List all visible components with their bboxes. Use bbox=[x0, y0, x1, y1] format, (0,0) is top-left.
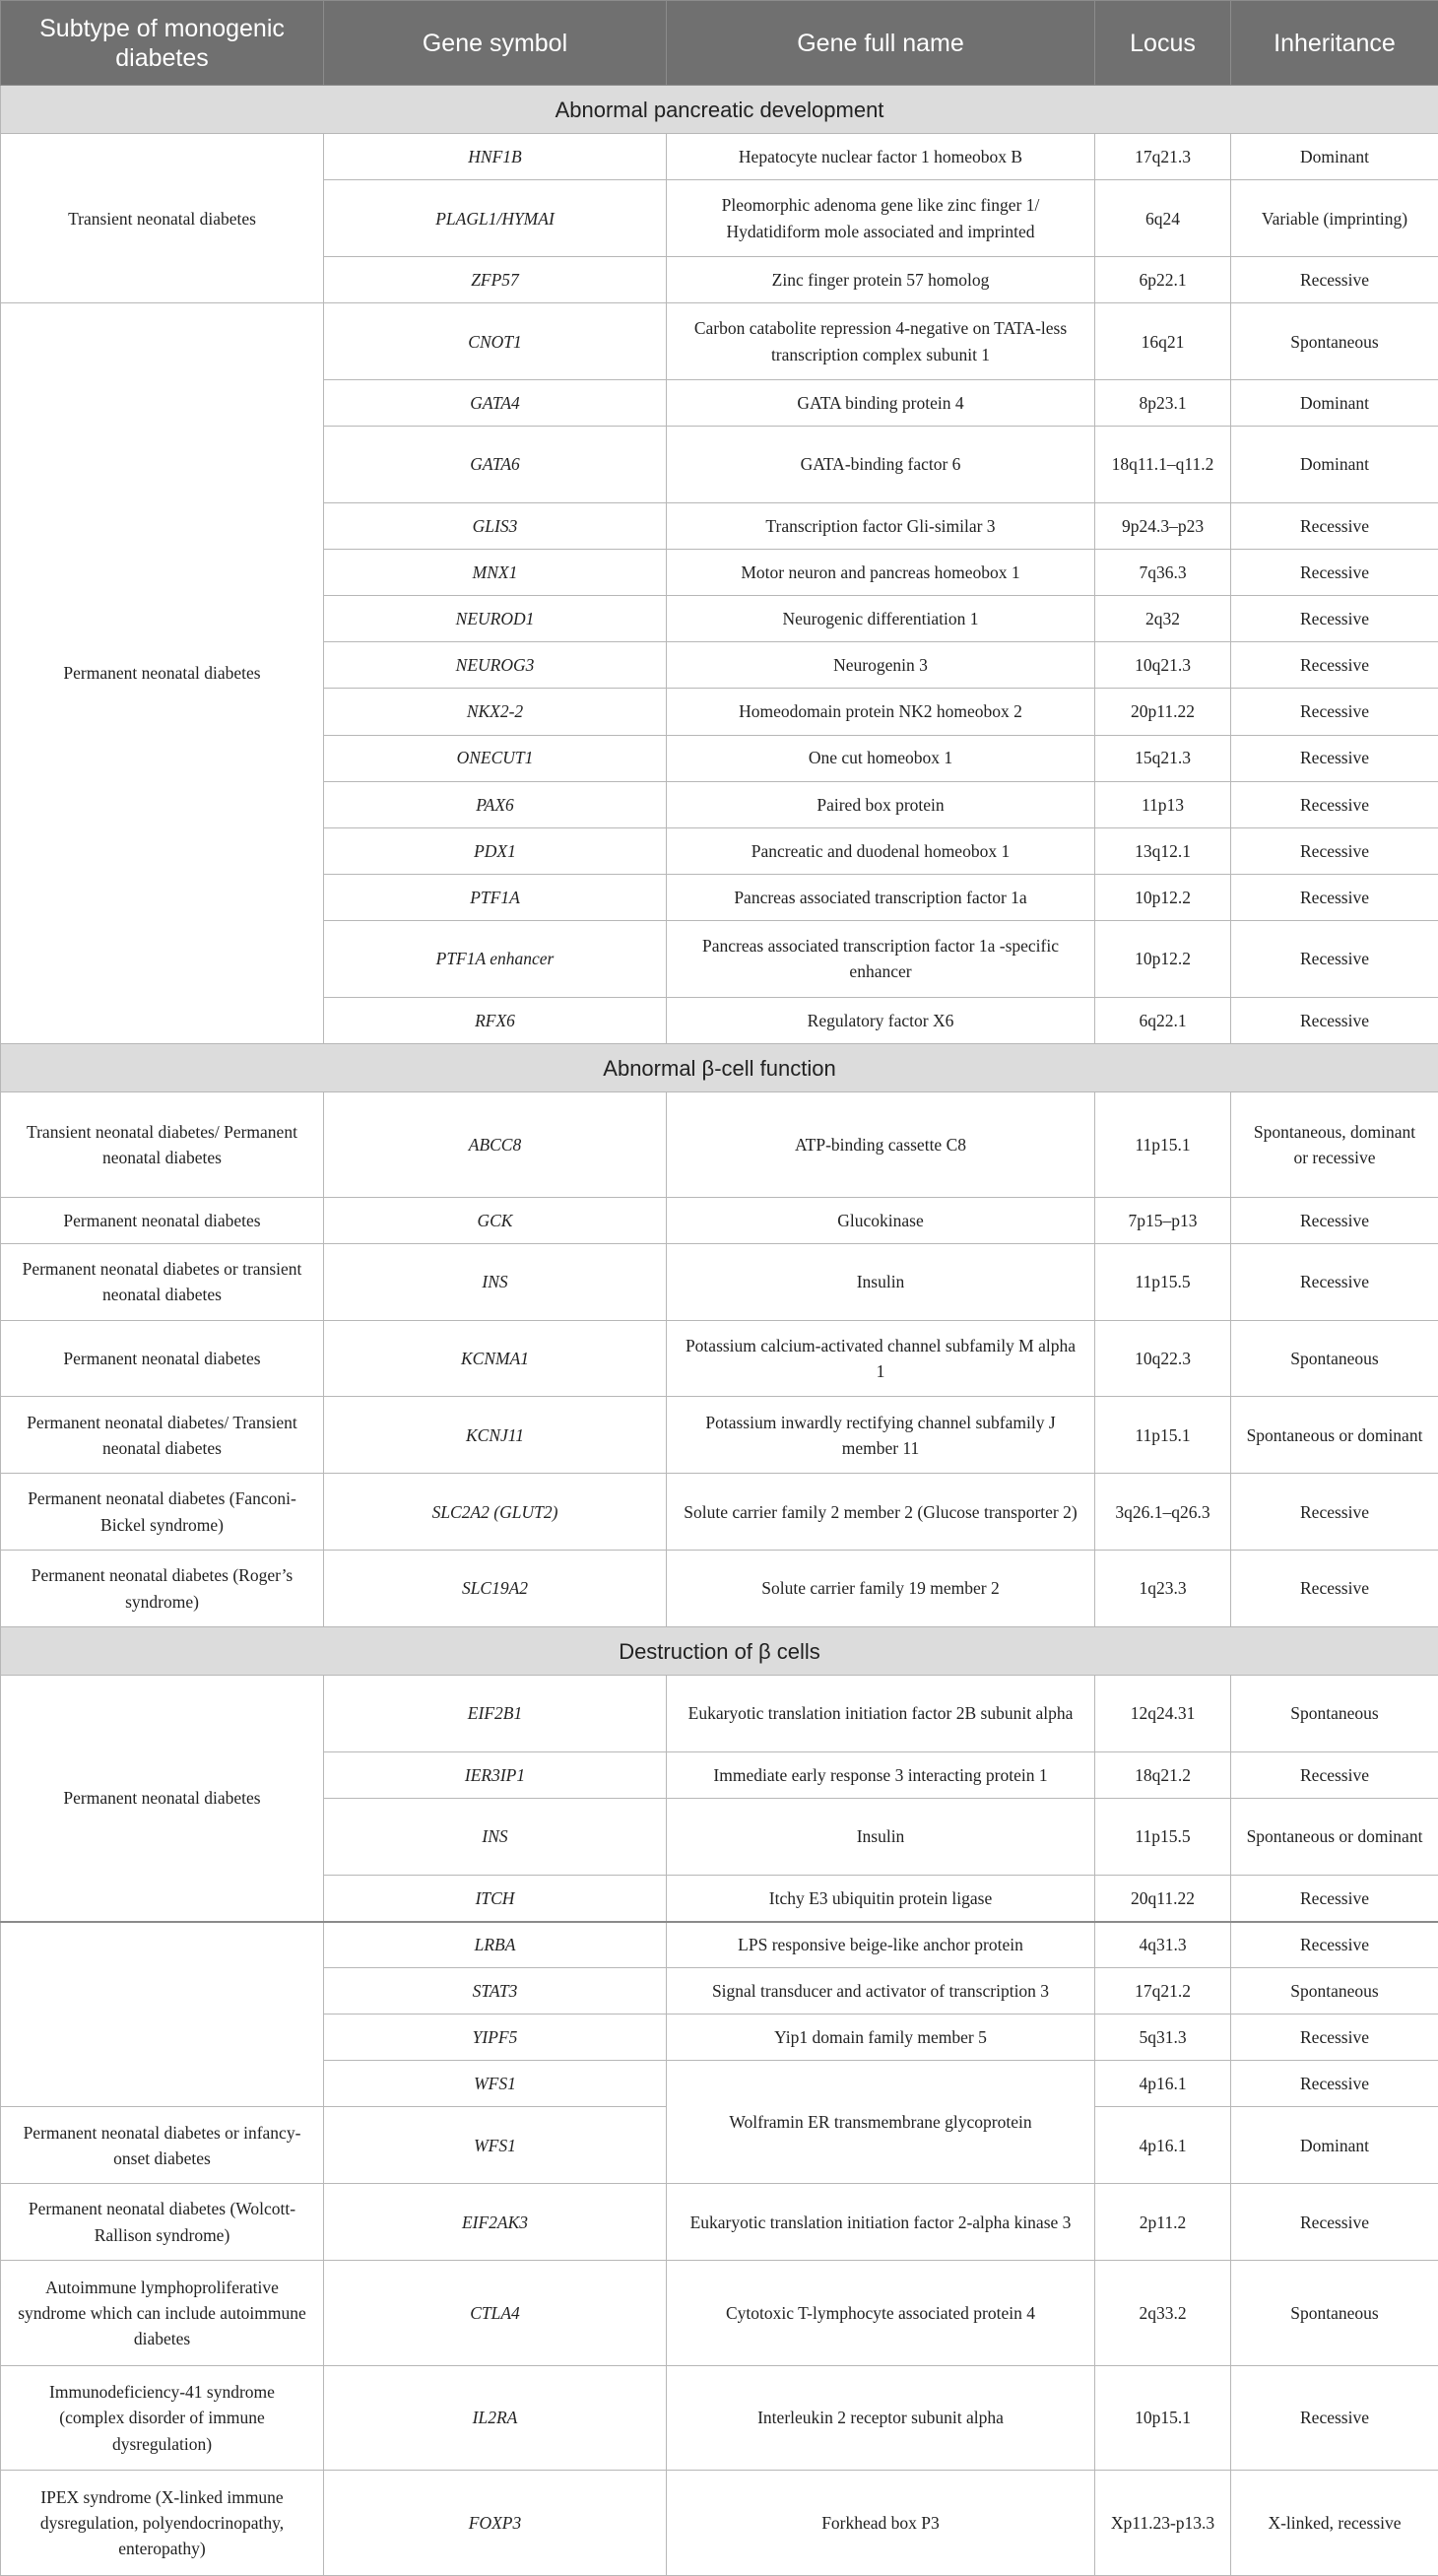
inheritance-cell: Spontaneous or dominant bbox=[1231, 1397, 1438, 1474]
subtype-cell: IPEX syndrome (X-linked immune dysregulation, polyendocrinopathy, enteropathy) bbox=[1, 2471, 324, 2576]
table-row bbox=[1, 1092, 1438, 1198]
inheritance-cell: Recessive bbox=[1231, 1551, 1438, 1627]
subtype-cell: Transient neonatal diabetes/ Permanent neonatal diabetes bbox=[1, 1092, 324, 1198]
locus-cell: 20q11.22 bbox=[1095, 1875, 1231, 1921]
locus-cell: Xp11.23-p13.3 bbox=[1095, 2471, 1231, 2576]
header-row bbox=[1, 1, 1438, 86]
inheritance-cell: Spontaneous or dominant bbox=[1231, 1799, 1438, 1876]
table-row bbox=[1, 2471, 1438, 2576]
table-row bbox=[1, 1320, 1438, 1397]
locus-cell: 11p15.1 bbox=[1095, 1397, 1231, 1474]
gene-name-cell: Homeodomain protein NK2 homeobox 2 bbox=[667, 689, 1095, 735]
gene-symbol-cell: GATA6 bbox=[324, 427, 667, 503]
gene-symbol-cell: ONECUT1 bbox=[324, 735, 667, 781]
locus-cell: 6q24 bbox=[1095, 180, 1231, 257]
table-row bbox=[1, 2261, 1438, 2366]
gene-name-cell: Pancreas associated transcription factor 1a -specific enhancer bbox=[667, 921, 1095, 998]
table-row bbox=[1, 303, 1438, 380]
inheritance-cell: Variable (imprinting) bbox=[1231, 180, 1438, 257]
gene-symbol-cell: KCNJ11 bbox=[324, 1397, 667, 1474]
table-row bbox=[1, 1474, 1438, 1551]
gene-symbol-cell: STAT3 bbox=[324, 1968, 667, 2015]
locus-cell: 16q21 bbox=[1095, 303, 1231, 380]
gene-symbol-cell: RFX6 bbox=[324, 997, 667, 1043]
gene-name-cell: Yip1 domain family member 5 bbox=[667, 2015, 1095, 2061]
gene-name-cell: Neurogenic differentiation 1 bbox=[667, 596, 1095, 642]
header-subtype: Subtype of monogenic diabetes bbox=[1, 1, 324, 86]
subtype-cell: Permanent neonatal diabetes (Wolcott-Rallison syndrome) bbox=[1, 2184, 324, 2261]
gene-name-cell: Pancreatic and duodenal homeobox 1 bbox=[667, 827, 1095, 874]
subtype-cell: Permanent neonatal diabetes or transient neonatal diabetes bbox=[1, 1243, 324, 1320]
gene-symbol-cell: KCNMA1 bbox=[324, 1320, 667, 1397]
gene-symbol-cell: INS bbox=[324, 1799, 667, 1876]
inheritance-cell: Recessive bbox=[1231, 1474, 1438, 1551]
gene-name-cell: Eukaryotic translation initiation factor 2B subunit alpha bbox=[667, 1676, 1095, 1752]
inheritance-cell: Recessive bbox=[1231, 827, 1438, 874]
inheritance-cell: Recessive bbox=[1231, 503, 1438, 550]
gene-symbol-cell: INS bbox=[324, 1243, 667, 1320]
locus-cell: 4p16.1 bbox=[1095, 2107, 1231, 2184]
gene-name-cell: Hepatocyte nuclear factor 1 homeobox B bbox=[667, 134, 1095, 180]
table-row bbox=[1, 1551, 1438, 1627]
gene-symbol-cell: SLC2A2 (GLUT2) bbox=[324, 1474, 667, 1551]
gene-name-cell: Interleukin 2 receptor subunit alpha bbox=[667, 2365, 1095, 2471]
gene-symbol-cell: CTLA4 bbox=[324, 2261, 667, 2366]
locus-cell: 15q21.3 bbox=[1095, 735, 1231, 781]
gene-symbol-cell: IL2RA bbox=[324, 2365, 667, 2471]
inheritance-cell: Dominant bbox=[1231, 380, 1438, 427]
gene-symbol-cell: GATA4 bbox=[324, 380, 667, 427]
locus-cell: 10q22.3 bbox=[1095, 1320, 1231, 1397]
table-row bbox=[1, 1397, 1438, 1474]
subtype-cell: Permanent neonatal diabetes or infancy-onset diabetes bbox=[1, 2107, 324, 2184]
gene-name-cell: Wolframin ER transmembrane glycoprotein bbox=[667, 2061, 1095, 2184]
locus-cell: 11p15.5 bbox=[1095, 1243, 1231, 1320]
subtype-cell: Permanent neonatal diabetes bbox=[1, 1320, 324, 1397]
locus-cell: 17q21.3 bbox=[1095, 134, 1231, 180]
locus-cell: 9p24.3–p23 bbox=[1095, 503, 1231, 550]
gene-symbol-cell: PTF1A enhancer bbox=[324, 921, 667, 998]
section-title: Abnormal β-cell function bbox=[1, 1043, 1438, 1091]
gene-name-cell: Itchy E3 ubiquitin protein ligase bbox=[667, 1875, 1095, 1921]
locus-cell: 4q31.3 bbox=[1095, 1922, 1231, 1968]
gene-name-cell: Pleomorphic adenoma gene like zinc finger 1/ Hydatidiform mole associated and imprinted bbox=[667, 180, 1095, 257]
gene-name-cell: Insulin bbox=[667, 1243, 1095, 1320]
gene-name-cell: Potassium inwardly rectifying channel subfamily J member 11 bbox=[667, 1397, 1095, 1474]
gene-name-cell: Solute carrier family 19 member 2 bbox=[667, 1551, 1095, 1627]
inheritance-cell: Recessive bbox=[1231, 257, 1438, 303]
gene-symbol-cell: PLAGL1/HYMAI bbox=[324, 180, 667, 257]
subtype-cell: Permanent neonatal diabetes (Roger’s syndrome) bbox=[1, 1551, 324, 1627]
inheritance-cell: Spontaneous bbox=[1231, 2261, 1438, 2366]
gene-symbol-cell: PAX6 bbox=[324, 781, 667, 827]
locus-cell: 4p16.1 bbox=[1095, 2061, 1231, 2107]
inheritance-cell: Recessive bbox=[1231, 997, 1438, 1043]
locus-cell: 6q22.1 bbox=[1095, 997, 1231, 1043]
table-row bbox=[1, 1243, 1438, 1320]
table-row bbox=[1, 2365, 1438, 2471]
subtype-cell: Permanent neonatal diabetes bbox=[1, 1197, 324, 1243]
subtype-cell: Immunodeficiency-41 syndrome (complex disorder of immune dysregulation) bbox=[1, 2365, 324, 2471]
gene-name-cell: GATA binding protein 4 bbox=[667, 380, 1095, 427]
gene-symbol-cell: IER3IP1 bbox=[324, 1751, 667, 1798]
gene-symbol-cell: MNX1 bbox=[324, 550, 667, 596]
table-row bbox=[1, 1922, 1438, 1968]
locus-cell: 11p15.5 bbox=[1095, 1799, 1231, 1876]
gene-name-cell: Forkhead box P3 bbox=[667, 2471, 1095, 2576]
gene-name-cell: Insulin bbox=[667, 1799, 1095, 1876]
inheritance-cell: Spontaneous bbox=[1231, 1676, 1438, 1752]
gene-symbol-cell: ABCC8 bbox=[324, 1092, 667, 1198]
locus-cell: 5q31.3 bbox=[1095, 2015, 1231, 2061]
gene-name-cell: Paired box protein bbox=[667, 781, 1095, 827]
table-row bbox=[1, 134, 1438, 180]
gene-symbol-cell: PTF1A bbox=[324, 874, 667, 920]
gene-symbol-cell: ITCH bbox=[324, 1875, 667, 1921]
inheritance-cell: Recessive bbox=[1231, 642, 1438, 689]
inheritance-cell: Recessive bbox=[1231, 2061, 1438, 2107]
locus-cell: 17q21.2 bbox=[1095, 1968, 1231, 2015]
gene-name-cell: Carbon catabolite repression 4-negative on TATA-less transcription complex subunit 1 bbox=[667, 303, 1095, 380]
gene-symbol-cell: FOXP3 bbox=[324, 2471, 667, 2576]
header-inheritance: Inheritance bbox=[1231, 1, 1438, 86]
inheritance-cell: Recessive bbox=[1231, 921, 1438, 998]
gene-name-cell: Regulatory factor X6 bbox=[667, 997, 1095, 1043]
inheritance-cell: Recessive bbox=[1231, 2015, 1438, 2061]
gene-symbol-cell: EIF2AK3 bbox=[324, 2184, 667, 2261]
section-row bbox=[1, 1626, 1438, 1675]
subtype-cell bbox=[1, 1922, 324, 2107]
gene-name-cell: Pancreas associated transcription factor 1a bbox=[667, 874, 1095, 920]
inheritance-cell: X-linked, recessive bbox=[1231, 2471, 1438, 2576]
locus-cell: 13q12.1 bbox=[1095, 827, 1231, 874]
gene-symbol-cell: GCK bbox=[324, 1197, 667, 1243]
gene-name-cell: Signal transducer and activator of transcription 3 bbox=[667, 1968, 1095, 2015]
gene-symbol-cell: NEUROG3 bbox=[324, 642, 667, 689]
gene-symbol-cell: EIF2B1 bbox=[324, 1676, 667, 1752]
table-row bbox=[1, 1676, 1438, 1752]
locus-cell: 7q36.3 bbox=[1095, 550, 1231, 596]
locus-cell: 2p11.2 bbox=[1095, 2184, 1231, 2261]
gene-name-cell: Cytotoxic T-lymphocyte associated protein 4 bbox=[667, 2261, 1095, 2366]
header-gene-symbol: Gene symbol bbox=[324, 1, 667, 86]
gene-name-cell: Zinc finger protein 57 homolog bbox=[667, 257, 1095, 303]
subtype-cell: Permanent neonatal diabetes/ Transient neonatal diabetes bbox=[1, 1397, 324, 1474]
subtype-cell: Permanent neonatal diabetes (Fanconi-Bickel syndrome) bbox=[1, 1474, 324, 1551]
inheritance-cell: Recessive bbox=[1231, 1751, 1438, 1798]
locus-cell: 2q32 bbox=[1095, 596, 1231, 642]
inheritance-cell: Recessive bbox=[1231, 781, 1438, 827]
gene-name-cell: GATA-binding factor 6 bbox=[667, 427, 1095, 503]
gene-symbol-cell: GLIS3 bbox=[324, 503, 667, 550]
locus-cell: 1q23.3 bbox=[1095, 1551, 1231, 1627]
gene-symbol-cell: ZFP57 bbox=[324, 257, 667, 303]
gene-symbol-cell: HNF1B bbox=[324, 134, 667, 180]
locus-cell: 11p13 bbox=[1095, 781, 1231, 827]
inheritance-cell: Dominant bbox=[1231, 2107, 1438, 2184]
locus-cell: 7p15–p13 bbox=[1095, 1197, 1231, 1243]
inheritance-cell: Recessive bbox=[1231, 1922, 1438, 1968]
subtype-cell: Permanent neonatal diabetes bbox=[1, 1676, 324, 1922]
gene-name-cell: Immediate early response 3 interacting protein 1 bbox=[667, 1751, 1095, 1798]
inheritance-cell: Dominant bbox=[1231, 134, 1438, 180]
inheritance-cell: Spontaneous, dominant or recessive bbox=[1231, 1092, 1438, 1198]
inheritance-cell: Spontaneous bbox=[1231, 303, 1438, 380]
inheritance-cell: Spontaneous bbox=[1231, 1320, 1438, 1397]
inheritance-cell: Dominant bbox=[1231, 427, 1438, 503]
gene-symbol-cell: SLC19A2 bbox=[324, 1551, 667, 1627]
inheritance-cell: Recessive bbox=[1231, 874, 1438, 920]
locus-cell: 10q21.3 bbox=[1095, 642, 1231, 689]
inheritance-cell: Spontaneous bbox=[1231, 1968, 1438, 2015]
gene-name-cell: Glucokinase bbox=[667, 1197, 1095, 1243]
gene-name-cell: Neurogenin 3 bbox=[667, 642, 1095, 689]
subtype-cell: Permanent neonatal diabetes bbox=[1, 303, 324, 1044]
gene-symbol-cell: CNOT1 bbox=[324, 303, 667, 380]
gene-symbol-cell: WFS1 bbox=[324, 2107, 667, 2184]
gene-name-cell: One cut homeobox 1 bbox=[667, 735, 1095, 781]
gene-symbol-cell: NEUROD1 bbox=[324, 596, 667, 642]
gene-symbol-cell: YIPF5 bbox=[324, 2015, 667, 2061]
inheritance-cell: Recessive bbox=[1231, 596, 1438, 642]
locus-cell: 8p23.1 bbox=[1095, 380, 1231, 427]
locus-cell: 10p12.2 bbox=[1095, 874, 1231, 920]
section-title: Destruction of β cells bbox=[1, 1626, 1438, 1675]
inheritance-cell: Recessive bbox=[1231, 1197, 1438, 1243]
locus-cell: 12q24.31 bbox=[1095, 1676, 1231, 1752]
table-row bbox=[1, 1197, 1438, 1243]
inheritance-cell: Recessive bbox=[1231, 1243, 1438, 1320]
locus-cell: 6p22.1 bbox=[1095, 257, 1231, 303]
inheritance-cell: Recessive bbox=[1231, 735, 1438, 781]
section-title: Abnormal pancreatic development bbox=[1, 86, 1438, 134]
locus-cell: 20p11.22 bbox=[1095, 689, 1231, 735]
gene-symbol-cell: PDX1 bbox=[324, 827, 667, 874]
inheritance-cell: Recessive bbox=[1231, 689, 1438, 735]
section-row bbox=[1, 1043, 1438, 1091]
gene-name-cell: Transcription factor Gli-similar 3 bbox=[667, 503, 1095, 550]
section-row bbox=[1, 86, 1438, 134]
locus-cell: 10p15.1 bbox=[1095, 2365, 1231, 2471]
inheritance-cell: Recessive bbox=[1231, 550, 1438, 596]
locus-cell: 10p12.2 bbox=[1095, 921, 1231, 998]
gene-name-cell: Motor neuron and pancreas homeobox 1 bbox=[667, 550, 1095, 596]
table-row bbox=[1, 2184, 1438, 2261]
inheritance-cell: Recessive bbox=[1231, 1875, 1438, 1921]
locus-cell: 11p15.1 bbox=[1095, 1092, 1231, 1198]
gene-symbol-cell: WFS1 bbox=[324, 2061, 667, 2107]
locus-cell: 18q21.2 bbox=[1095, 1751, 1231, 1798]
gene-name-cell: LPS responsive beige-like anchor protein bbox=[667, 1922, 1095, 1968]
header-locus: Locus bbox=[1095, 1, 1231, 86]
inheritance-cell: Recessive bbox=[1231, 2184, 1438, 2261]
inheritance-cell: Recessive bbox=[1231, 2365, 1438, 2471]
gene-name-cell: Potassium calcium-activated channel subfamily M alpha 1 bbox=[667, 1320, 1095, 1397]
gene-symbol-cell: NKX2-2 bbox=[324, 689, 667, 735]
header-gene-full-name: Gene full name bbox=[667, 1, 1095, 86]
gene-name-cell: Eukaryotic translation initiation factor 2-alpha kinase 3 bbox=[667, 2184, 1095, 2261]
gene-name-cell: Solute carrier family 2 member 2 (Glucose transporter 2) bbox=[667, 1474, 1095, 1551]
subtype-cell: Transient neonatal diabetes bbox=[1, 134, 324, 303]
locus-cell: 3q26.1–q26.3 bbox=[1095, 1474, 1231, 1551]
subtype-cell: Autoimmune lymphoproliferative syndrome which can include autoimmune diabetes bbox=[1, 2261, 324, 2366]
gene-name-cell: ATP-binding cassette C8 bbox=[667, 1092, 1095, 1198]
gene-symbol-cell: LRBA bbox=[324, 1922, 667, 1968]
locus-cell: 18q11.1–q11.2 bbox=[1095, 427, 1231, 503]
locus-cell: 2q33.2 bbox=[1095, 2261, 1231, 2366]
